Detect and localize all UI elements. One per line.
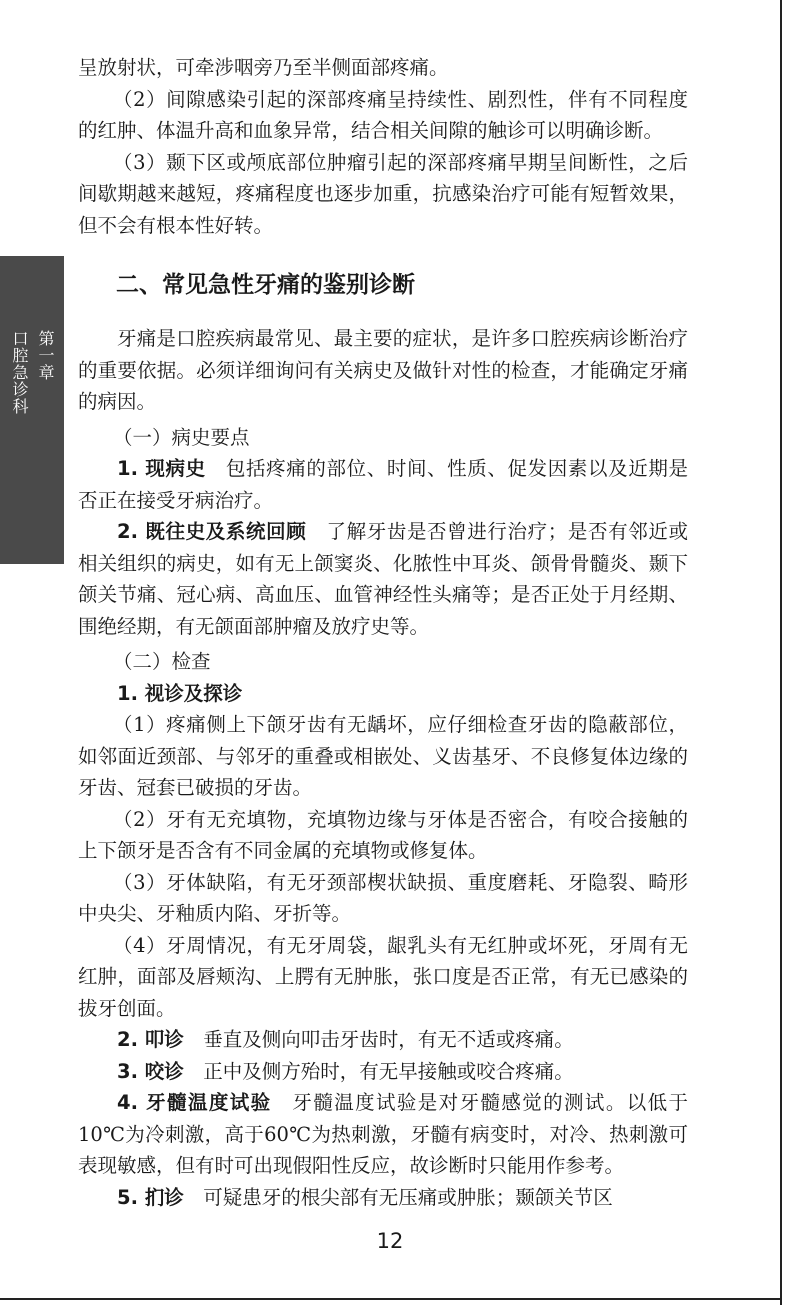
chapter-number: 第一章 <box>36 330 55 381</box>
paragraph <box>78 453 688 516</box>
paragraph: （3）牙体缺陷，有无牙颈部楔状缺损、重度磨耗、牙隐裂、畸形中央尖、牙釉质内陷、牙折等。 <box>78 870 688 925</box>
item-text: 可疑患牙的根尖部有无压痛或肿胀；颞颌关节区 <box>183 1185 613 1209</box>
item-keyword: 2. 叩诊 <box>117 1028 184 1051</box>
item-text: 牙髓温度试验是对牙髓感觉的测试。以低于10℃为冷刺激，高于60℃为热刺激，牙髓有病变时，对冷、热刺激可表现敏感，但有时可出现假阳性反应，故诊断时只能用作参考。 <box>78 1091 688 1177</box>
paragraph <box>78 516 688 642</box>
paragraph: （2）牙有无充填物，充填物边缘与牙体是否密合，有咬合接触的上下颌牙是否含有不同金属的充填物或修复体。 <box>78 807 688 862</box>
subsection-heading: （二）检查 <box>113 650 211 673</box>
item-keyword: 4. 牙髓温度试验 <box>117 1091 272 1114</box>
paragraph <box>78 678 688 710</box>
paragraph: （1）疼痛侧上下颌牙齿有无龋坏，应仔细检查牙齿的隐蔽部位，如邻面近颈部、与邻牙的重叠或相嵌处、义齿基牙、不良修复体边缘的牙齿、冠套已破损的牙齿。 <box>78 713 688 799</box>
item-keyword: 3. 咬诊 <box>117 1059 184 1083</box>
page-content <box>78 52 688 1213</box>
item-text: 垂直及侧向叩击牙齿时，有无不适或疼痛。 <box>183 1028 574 1051</box>
page-frame-bottom <box>0 1298 782 1300</box>
paragraph: （4）牙周情况，有无牙周袋，龈乳头有无红肿或坏死，牙周有无红肿，面部及唇颊沟、上腭有无肿胀，张口度是否正常，有无已感染的拔牙创面。 <box>78 933 688 1020</box>
item-text: 正中及侧方殆时，有无早接触或咬合疼痛。 <box>183 1059 574 1083</box>
item-text: 了解牙齿是否曾进行治疗；是否有邻近或相关组织的病史，如有无上颌窦炎、化脓性中耳炎、颌骨骨髓炎、颞下颌关节痛、冠心病、高血压、血管神经性头痛等；是否正处于月经期、围绝经期，有无颌面部肿瘤及放疗史等。 <box>78 520 688 638</box>
page-number: 12 <box>376 1229 404 1253</box>
subsection-heading: （一）病史要点 <box>113 425 250 449</box>
paragraph: （3）颞下区或颅底部位肿瘤引起的深部疼痛早期呈间断性，之后间歇期越来越短，疼痛程度也逐步加重，抗感染治疗可能有短暂效果，但不会有根本性好转。 <box>78 150 688 237</box>
paragraph: 牙痛是口腔疾病最常见、最主要的症状，是许多口腔疾病诊断治疗的重要依据。必须详细询问有关病史及做针对性的检查，才能确定牙痛的病因。 <box>78 327 688 413</box>
paragraph <box>78 1024 688 1056</box>
item-keyword: 5. 扪诊 <box>117 1185 184 1209</box>
paragraph <box>78 1056 688 1088</box>
item-keyword: 1. 视诊及探诊 <box>117 681 243 705</box>
chapter-title: 口腔急诊科 <box>10 330 29 415</box>
item-keyword: 1. 现病史 <box>117 457 206 480</box>
section-heading: 二、常见急性牙痛的鉴别诊断 <box>116 272 415 298</box>
paragraph: 呈放射状，可牵涉咽旁乃至半侧面部疼痛。 <box>78 56 449 79</box>
paragraph <box>78 1087 688 1182</box>
chapter-side-tab <box>0 256 64 564</box>
page-frame-right <box>780 0 782 1305</box>
item-keyword: 2. 既往史及系统回顾 <box>117 520 307 543</box>
paragraph: （2）间隙感染引起的深部疼痛呈持续性、剧烈性，伴有不同程度的红肿、体温升高和血象异常，结合相关间隙的触诊可以明确诊断。 <box>78 87 688 142</box>
paragraph <box>78 1182 688 1214</box>
item-text: 包括疼痛的部位、时间、性质、促发因素以及近期是否正在接受牙病治疗。 <box>78 457 688 512</box>
